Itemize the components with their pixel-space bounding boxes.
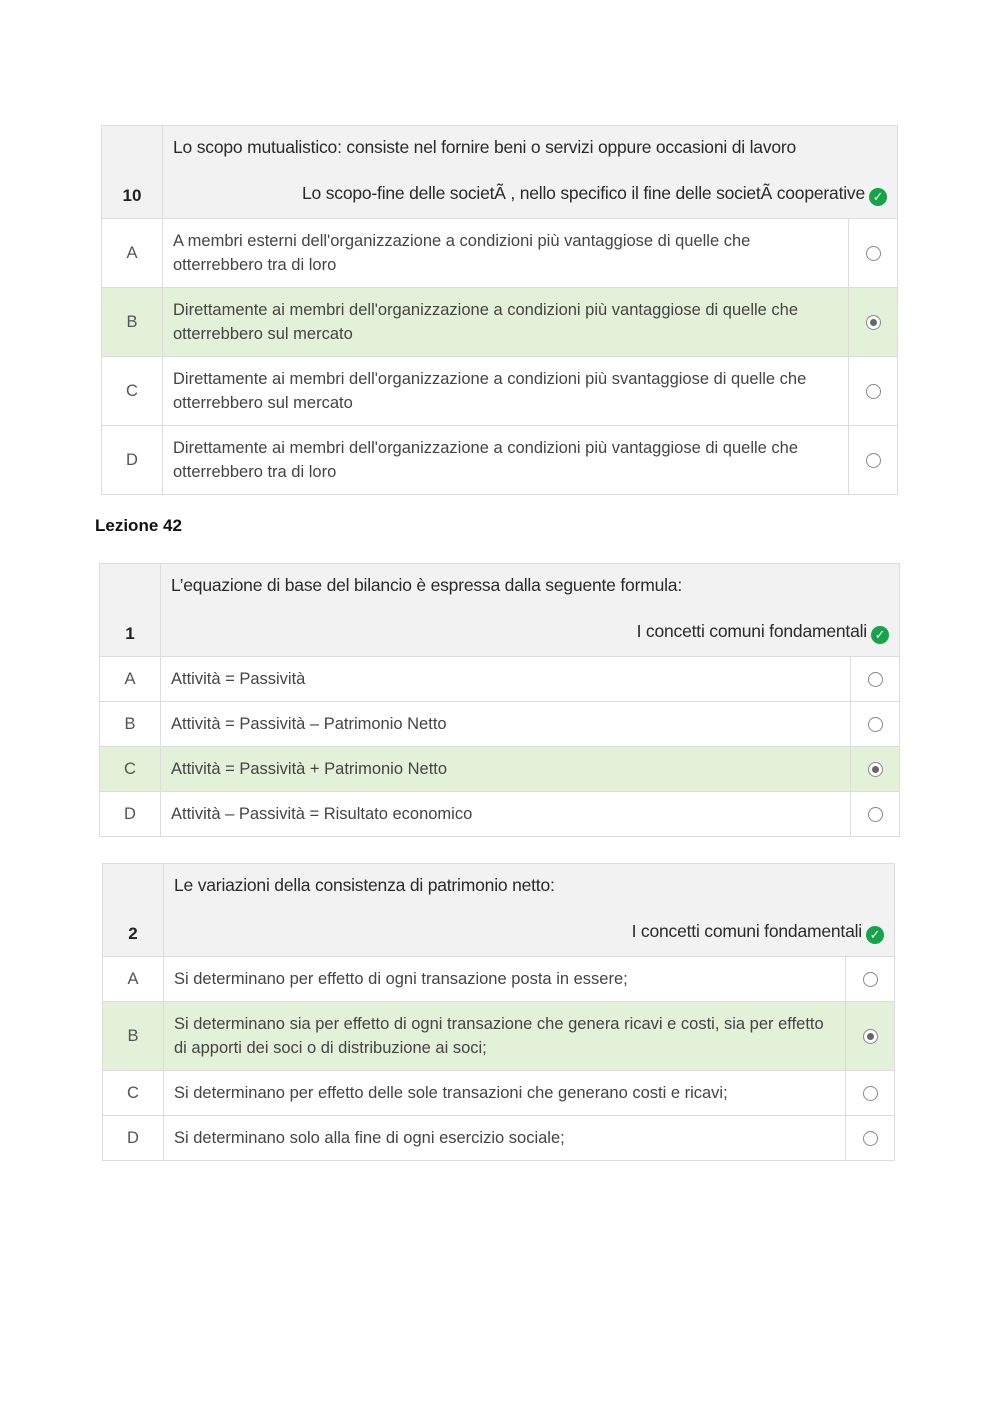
answer-letter: D: [100, 792, 161, 837]
question-1-card: [99, 563, 900, 837]
question-text: Le variazioni della consistenza di patrimonio netto:: [174, 875, 555, 895]
topic-label: I concetti comuni fondamentali: [631, 921, 862, 941]
answer-row-b[interactable]: [100, 702, 900, 747]
radio-button-icon[interactable]: [866, 315, 881, 330]
question-10-card: [101, 125, 898, 495]
question-text: L’equazione di base del bilancio è espressa dalla seguente formula:: [171, 575, 682, 595]
question-header: [102, 126, 898, 219]
answer-letter: D: [103, 1116, 164, 1161]
answer-text: Si determinano per effetto di ogni transazione posta in essere;: [164, 957, 846, 1002]
answer-letter: B: [102, 288, 163, 357]
answer-row-c[interactable]: [103, 1071, 895, 1116]
answer-text: A membri esterni dell'organizzazione a condizioni più vantaggiose di quelle che otterrebbero tra di loro: [163, 219, 849, 288]
question-number: 2: [103, 864, 164, 957]
question-2-card: [102, 863, 895, 1161]
radio-button-icon[interactable]: [868, 762, 883, 777]
answer-letter: C: [102, 357, 163, 426]
radio-button-icon[interactable]: [868, 807, 883, 822]
answer-letter: B: [103, 1002, 164, 1071]
answer-letter: A: [100, 657, 161, 702]
answer-letter: A: [102, 219, 163, 288]
answer-row-d[interactable]: [102, 426, 898, 495]
question-header: [103, 864, 895, 957]
answer-text: Attività = Passività + Patrimonio Netto: [161, 747, 851, 792]
question-number: 10: [102, 126, 163, 219]
answer-text: Direttamente ai membri dell'organizzazione a condizioni più vantaggiose di quelle che otterrebbero tra di loro: [163, 426, 849, 495]
radio-button-icon[interactable]: [868, 672, 883, 687]
question-header: [100, 564, 900, 657]
answer-letter: C: [103, 1071, 164, 1116]
radio-button-icon[interactable]: [863, 1086, 878, 1101]
radio-button-icon[interactable]: [866, 246, 881, 261]
answer-row-a[interactable]: [103, 957, 895, 1002]
question-number: 1: [100, 564, 161, 657]
answer-letter: D: [102, 426, 163, 495]
answer-row-c[interactable]: [100, 747, 900, 792]
answer-row-a[interactable]: [100, 657, 900, 702]
answer-text: Si determinano solo alla fine di ogni esercizio sociale;: [164, 1116, 846, 1161]
radio-button-icon[interactable]: [866, 384, 881, 399]
radio-button-icon[interactable]: [868, 717, 883, 732]
answer-text: Attività = Passività: [161, 657, 851, 702]
answer-letter: C: [100, 747, 161, 792]
answer-text: Direttamente ai membri dell'organizzazione a condizioni più vantaggiose di quelle che otterrebbero sul mercato: [163, 288, 849, 357]
question-text: Lo scopo mutualistico: consiste nel fornire beni o servizi oppure occasioni di lavoro: [173, 137, 797, 157]
check-circle-icon: ✓: [871, 626, 889, 644]
radio-button-icon[interactable]: [863, 1131, 878, 1146]
answer-letter: B: [100, 702, 161, 747]
answer-row-d[interactable]: [100, 792, 900, 837]
radio-button-icon[interactable]: [863, 972, 878, 987]
question-topic: [173, 168, 887, 218]
topic-label: Lo scopo-fine delle societÃ , nello specifico il fine delle societÃ cooperative: [302, 183, 865, 203]
lesson-heading: Lezione 42: [95, 516, 182, 535]
check-circle-icon: ✓: [869, 188, 887, 206]
answer-row-c[interactable]: [102, 357, 898, 426]
answer-text: Attività = Passività – Patrimonio Netto: [161, 702, 851, 747]
answer-text: Attività – Passività = Risultato economico: [161, 792, 851, 837]
answer-row-a[interactable]: [102, 219, 898, 288]
radio-button-icon[interactable]: [866, 453, 881, 468]
answer-text: Si determinano sia per effetto di ogni transazione che genera ricavi e costi, sia per effetto di apporti dei soci o di distribuzione ai soci;: [164, 1002, 846, 1071]
answer-row-b[interactable]: [102, 288, 898, 357]
answer-text: Si determinano per effetto delle sole transazioni che generano costi e ricavi;: [164, 1071, 846, 1116]
answer-row-b[interactable]: [103, 1002, 895, 1071]
answer-text: Direttamente ai membri dell'organizzazione a condizioni più svantaggiose di quelle che otterrebbero sul mercato: [163, 357, 849, 426]
answer-letter: A: [103, 957, 164, 1002]
answer-row-d[interactable]: [103, 1116, 895, 1161]
topic-label: I concetti comuni fondamentali: [636, 621, 867, 641]
radio-button-icon[interactable]: [863, 1029, 878, 1044]
question-topic: [174, 906, 884, 956]
question-topic: [171, 606, 889, 656]
check-circle-icon: ✓: [866, 926, 884, 944]
